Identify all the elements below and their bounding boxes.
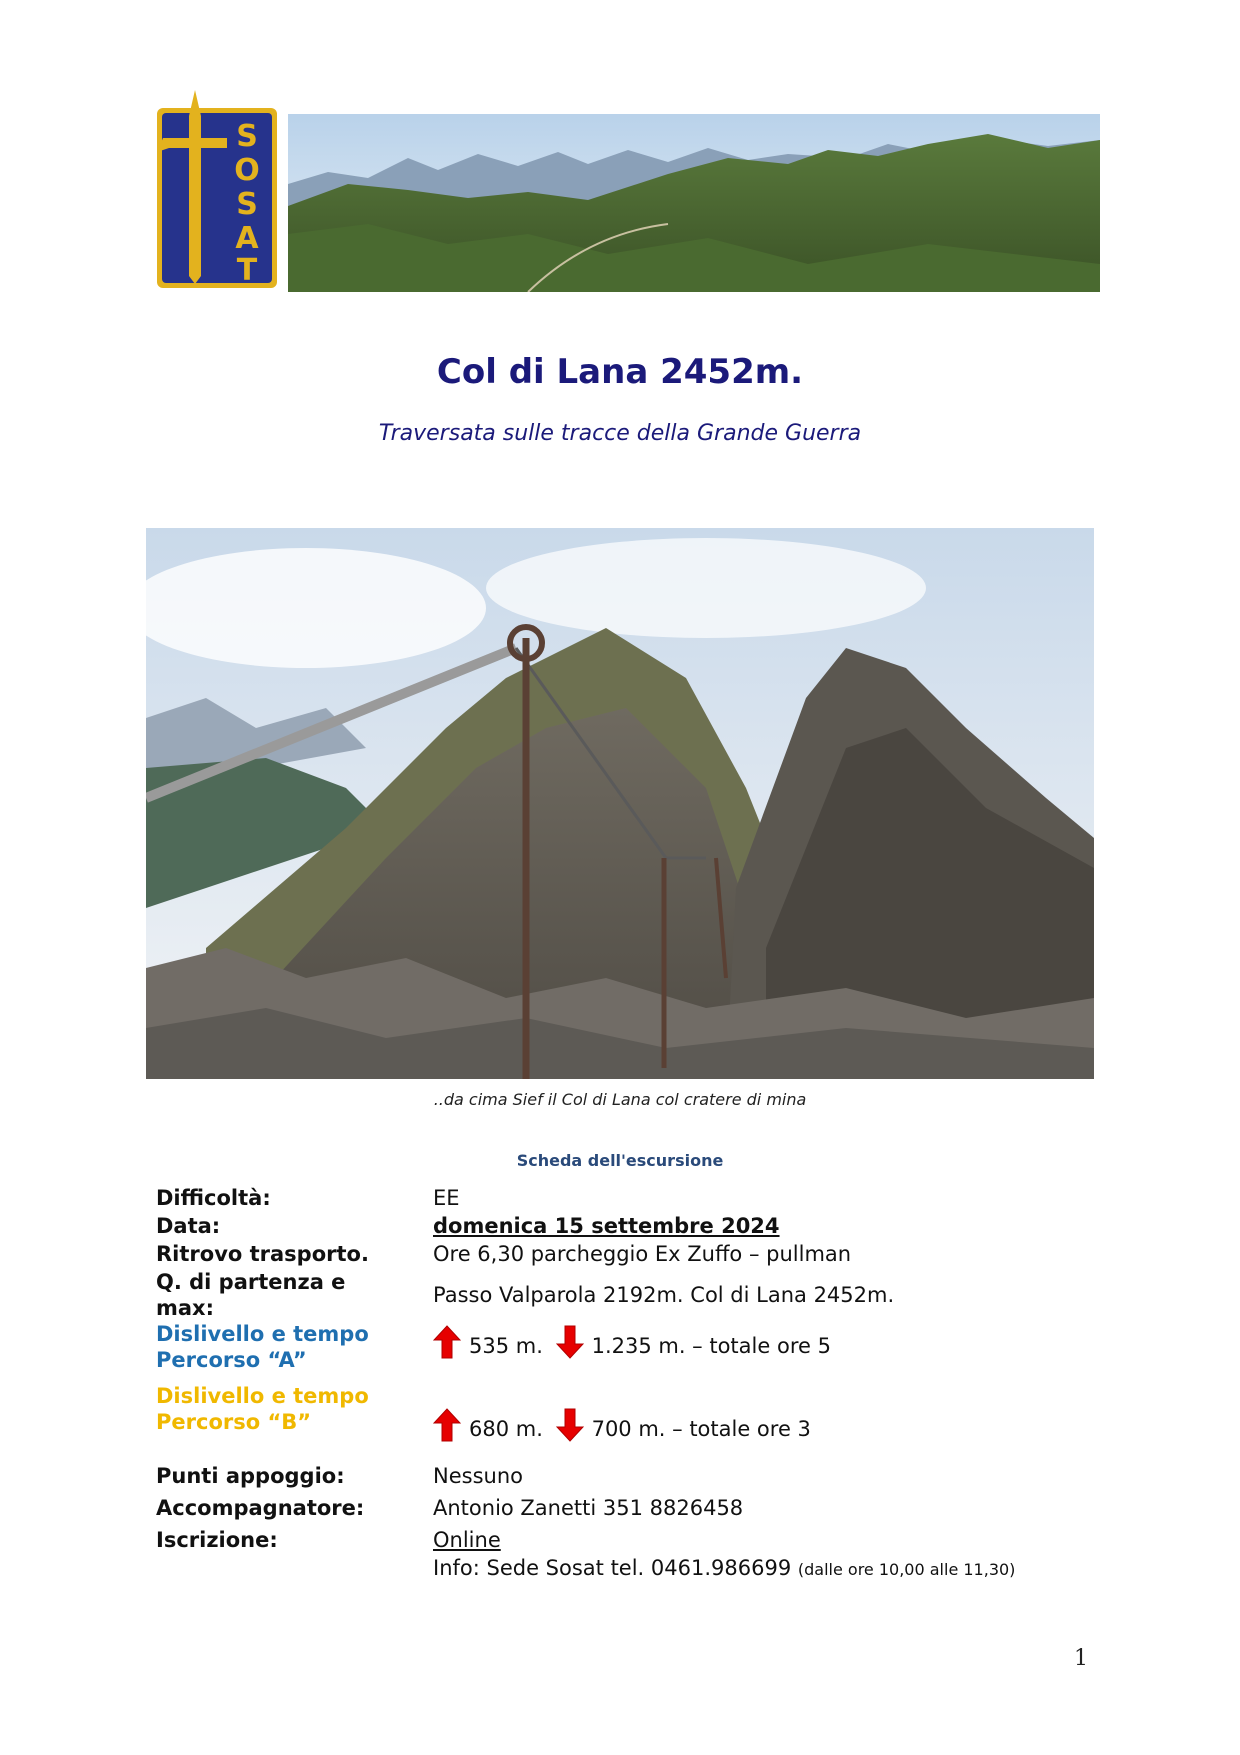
registration-online-link[interactable]: Online [433, 1528, 501, 1552]
summit-photo [146, 528, 1094, 1079]
registration-info-hours: (dalle ore 10,00 alle 11,30) [797, 1560, 1016, 1579]
page-title: Col di Lana 2452m. [436, 352, 804, 392]
route-a-label-1: Dislivello e tempo [156, 1322, 369, 1346]
logo-letter: A [235, 221, 259, 256]
registration-info-phone: Info: Sede Sosat tel. 0461.986699 [433, 1556, 792, 1580]
date-label: Data: [156, 1214, 221, 1238]
route-b-ascent: 680 m. [469, 1417, 543, 1441]
meeting-label: Ritrovo trasporto. [156, 1242, 369, 1266]
registration-label: Iscrizione: [156, 1528, 278, 1552]
altitude-value: Passo Valparola 2192m. Col di Lana 2452m. [433, 1283, 895, 1307]
route-a-ascent: 535 m. [469, 1334, 543, 1358]
route-a-descent: 1.235 m. – totale ore 5 [591, 1334, 831, 1358]
logo-letter: T [236, 253, 258, 288]
difficulty-value: EE [433, 1186, 460, 1210]
registration-info [433, 1555, 1015, 1583]
page-subtitle: Traversata sulle tracce della Grande Guerra [378, 421, 862, 446]
guide-label: Accompagnatore: [156, 1496, 365, 1520]
meeting-value: Ore 6,30 parcheggio Ex Zuffo – pullman [433, 1242, 852, 1266]
logo-letter: S [236, 187, 258, 222]
route-a-value [433, 1325, 831, 1359]
arrow-down-icon [556, 1325, 584, 1359]
support-value: Nessuno [433, 1464, 523, 1488]
arrow-up-icon [433, 1408, 461, 1442]
logo-letter: S [236, 119, 258, 154]
route-a-label-2: Percorso “A” [156, 1348, 307, 1372]
route-b-descent: 700 m. – totale ore 3 [591, 1417, 811, 1441]
header-banner-image [288, 114, 1100, 292]
route-b-value [433, 1408, 811, 1442]
arrow-up-icon [433, 1325, 461, 1359]
route-b-label-1: Dislivello e tempo [156, 1384, 369, 1408]
photo-caption: ..da cima Sief il Col di Lana col cratere di mina [433, 1090, 807, 1109]
date-value: domenica 15 settembre 2024 [433, 1214, 780, 1238]
page-number: 1 [1074, 1646, 1088, 1671]
altitude-label-1: Q. di partenza e [156, 1270, 346, 1294]
route-b-label-2: Percorso “B” [156, 1410, 312, 1434]
support-label: Punti appoggio: [156, 1464, 345, 1488]
difficulty-label: Difficoltà: [156, 1186, 271, 1210]
guide-value: Antonio Zanetti 351 8826458 [433, 1496, 744, 1520]
logo-letter: O [234, 153, 260, 188]
sheet-title: Scheda dell'escursione [516, 1151, 724, 1170]
altitude-label-2: max: [156, 1296, 214, 1320]
arrow-down-icon [556, 1408, 584, 1442]
sosat-logo [155, 86, 281, 290]
